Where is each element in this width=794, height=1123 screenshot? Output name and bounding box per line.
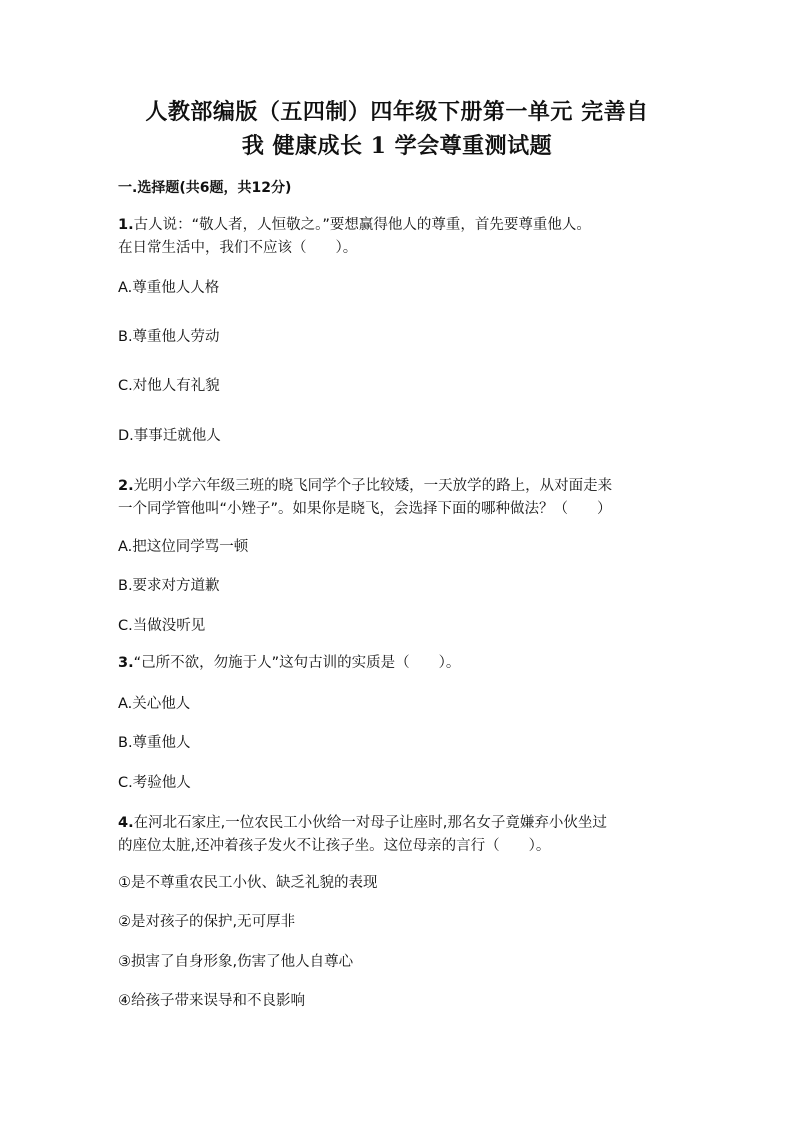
question-1-line-2: 在日常生活中，我们不应该（ ）。	[118, 240, 358, 256]
question-3-option-a: A.关心他人	[118, 696, 191, 712]
question-3-option-c: C.考验他人	[118, 775, 191, 791]
question-4-line-1: 在河北石家庄,一位农民工小伙给一对母子让座时,那名女子竟嫌弃小伙坐过	[133, 815, 607, 831]
question-2-text	[118, 475, 678, 498]
question-1-option-d: D.事事迁就他人	[118, 428, 221, 444]
question-3-number: 3.	[118, 655, 134, 671]
question-1-number: 1.	[118, 217, 134, 233]
question-4-option-4: ④给孩子带来误导和不良影响	[118, 993, 305, 1009]
document-title-line-2: 我 健康成长 1 学会尊重测试题	[241, 133, 553, 159]
section-heading: 一.选择题(共6题，共12分)	[118, 180, 292, 196]
question-1-line-1: 古人说：“敬人者，人恒敬之。”要想赢得他人的尊重，首先要尊重他人。	[133, 217, 591, 233]
question-1-option-b: B.尊重他人劳动	[118, 329, 220, 345]
question-4-line-2: 的座位太脏,还冲着孩子发火不让孩子坐。这位母亲的言行（ ）。	[118, 838, 551, 854]
question-2-option-c: C.当做没听见	[118, 618, 206, 634]
document-title-line-1: 人教部编版（五四制）四年级下册第一单元 完善自	[145, 99, 649, 125]
question-3-option-b: B.尊重他人	[118, 735, 191, 751]
question-2-number: 2.	[118, 478, 134, 494]
question-4-option-1: ①是不尊重农民工小伙、缺乏礼貌的表现	[118, 875, 378, 891]
question-3-text	[118, 652, 678, 675]
question-4-option-3: ③损害了自身形象,伤害了他人自尊心	[118, 954, 354, 970]
question-2-line-1: 光明小学六年级三班的晓飞同学个子比较矮，一天放学的路上，从对面走来	[133, 478, 613, 494]
question-1-option-a: A.尊重他人人格	[118, 280, 220, 296]
question-2-option-a: A.把这位同学骂一顿	[118, 539, 249, 555]
question-4-option-2: ②是对孩子的保护,无可厚非	[118, 914, 296, 930]
question-4-text	[118, 812, 678, 835]
question-1-text	[118, 214, 678, 237]
question-3-line-1: “己所不欲，勿施于人”这句古训的实质是（ ）。	[133, 655, 461, 671]
question-1-option-c: C.对他人有礼貌	[118, 378, 220, 394]
question-4-number: 4.	[118, 815, 134, 831]
question-2-option-b: B.要求对方道歉	[118, 578, 220, 594]
question-2-line-2: 一个同学管他叫“小矬子”。如果你是晓飞，会选择下面的哪种做法？（ ）	[118, 501, 612, 517]
